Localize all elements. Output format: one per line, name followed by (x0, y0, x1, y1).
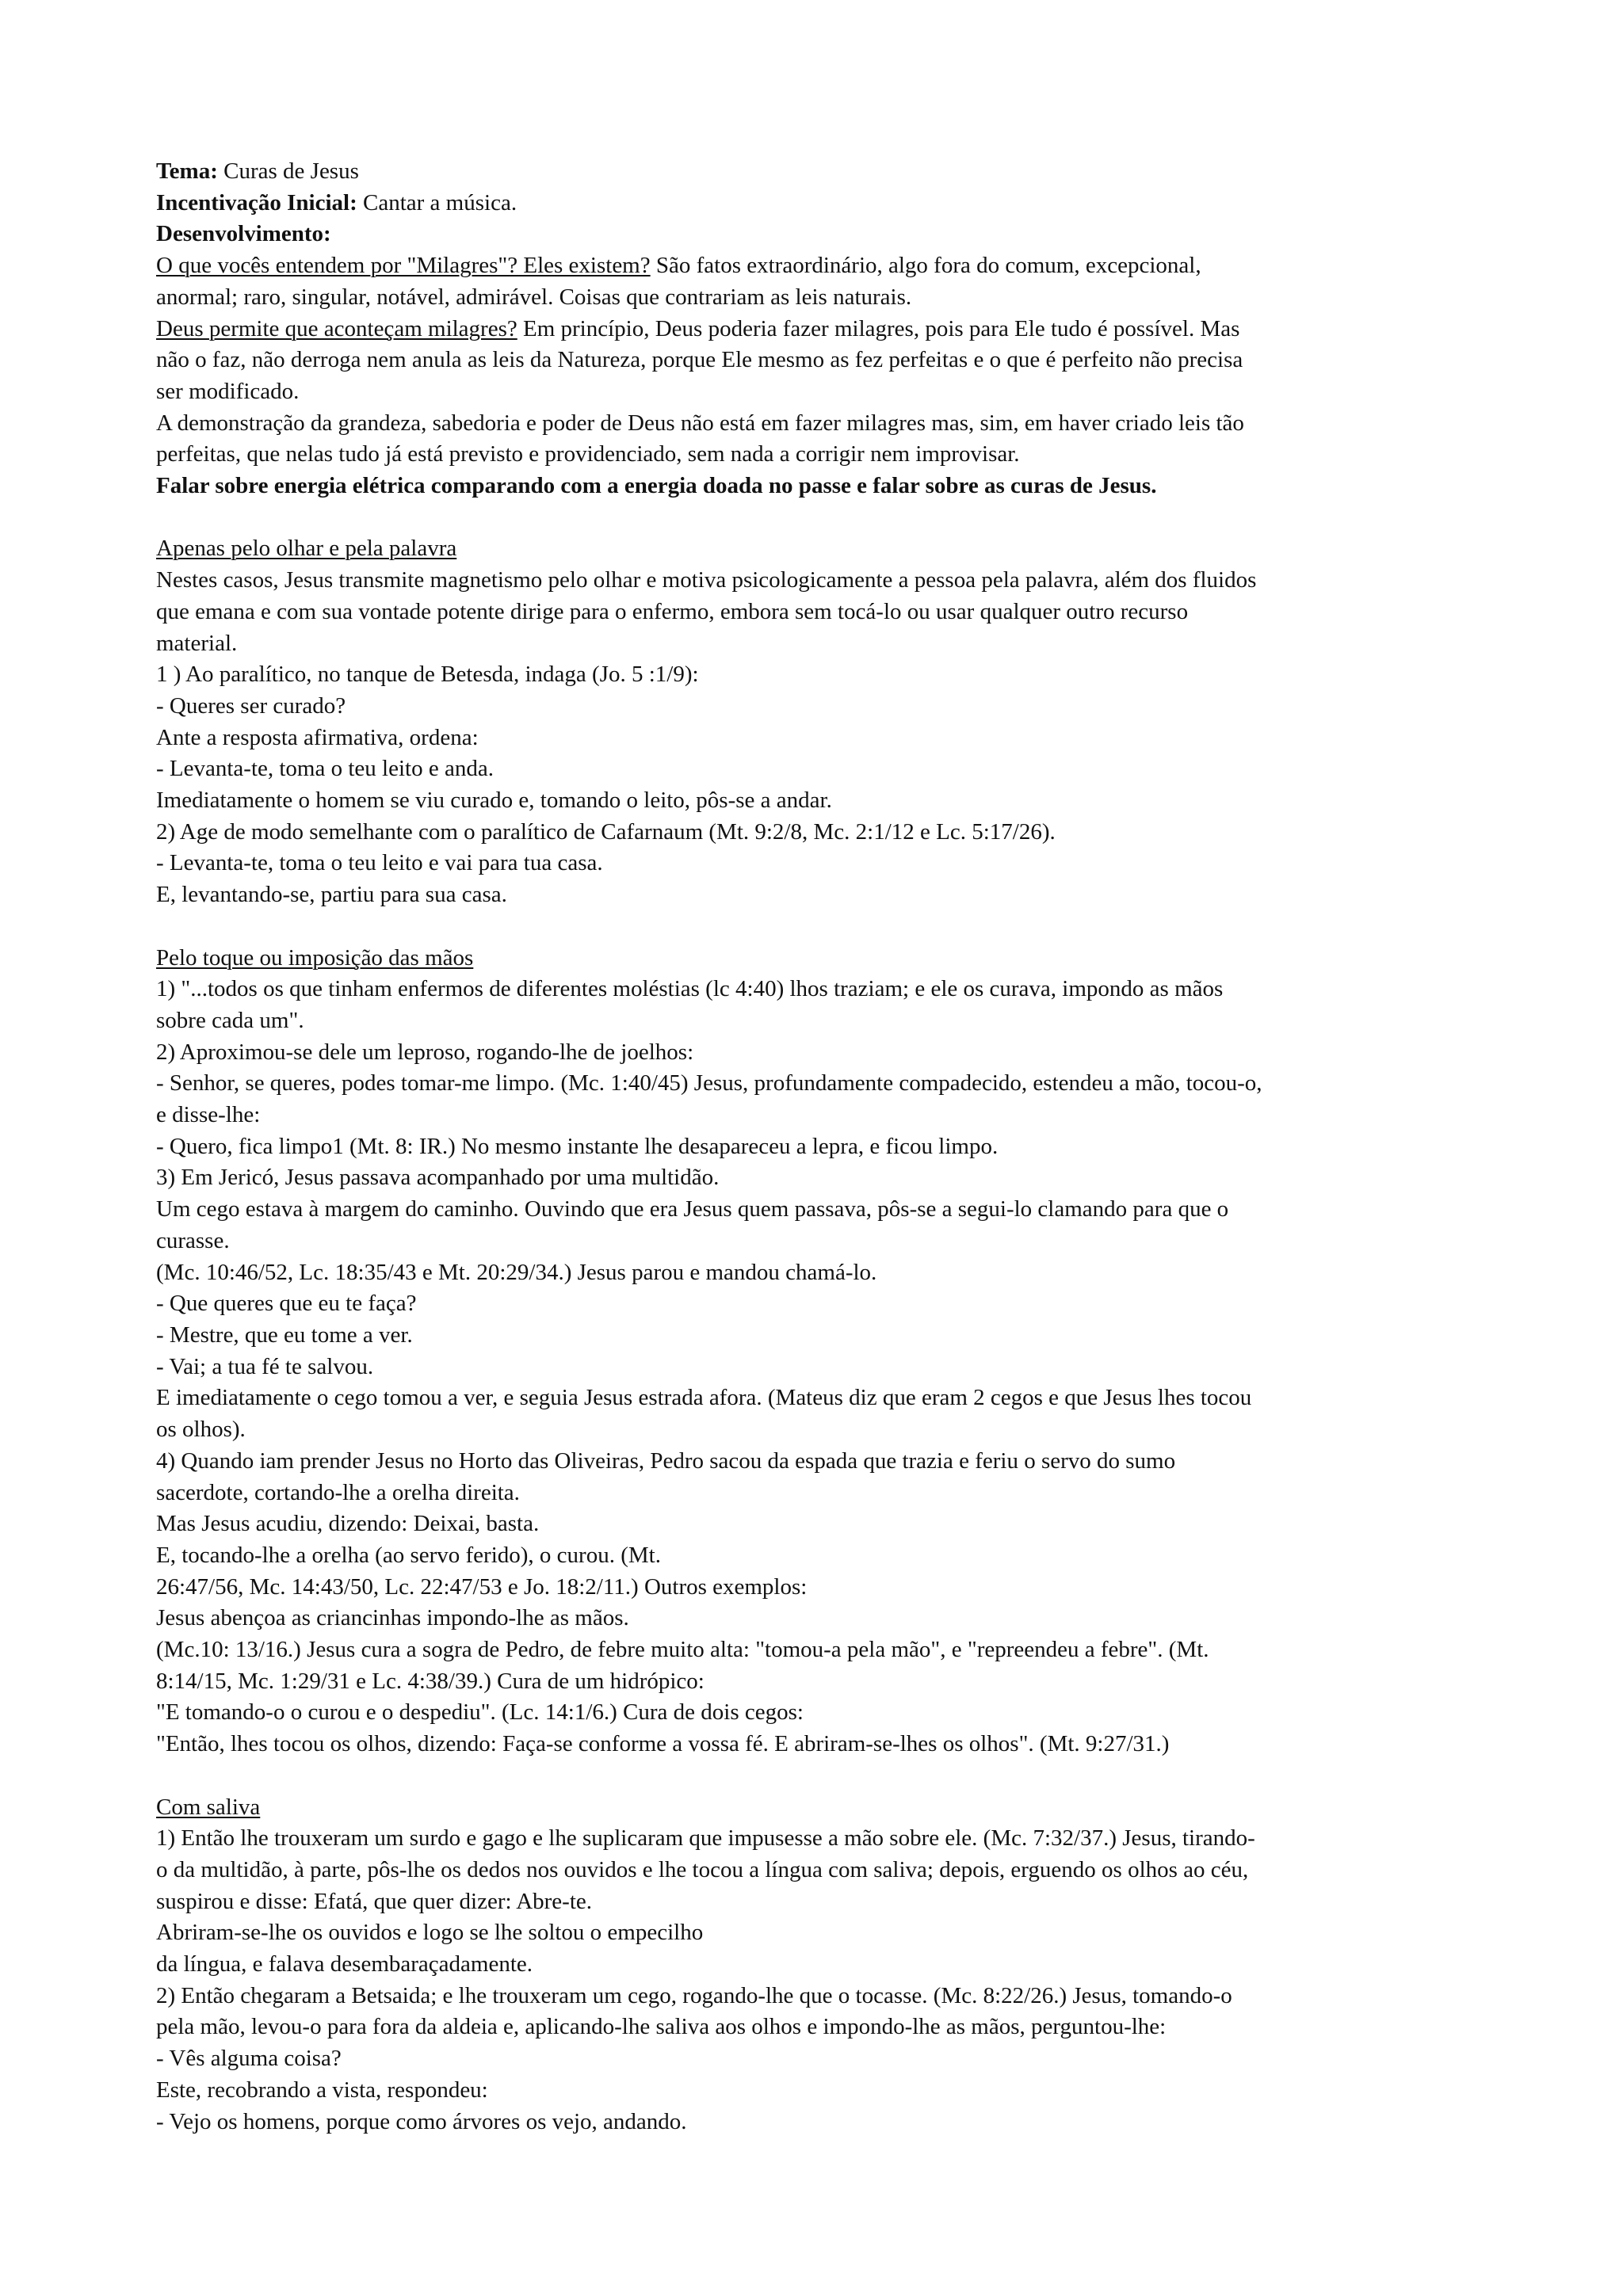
text-line: - Levanta-te, toma o teu leito e anda. (156, 756, 494, 782)
text-line: o da multidão, à parte, pôs-lhe os dedos nos ouvidos e lhe tocou a língua com saliva; depois, erguendo os olhos ao céu, (156, 1856, 1249, 1882)
text-line: material. (156, 630, 238, 656)
text-line: - Vês alguma coisa? (156, 2046, 342, 2072)
spacer (156, 911, 1472, 943)
text-line: Nestes casos, Jesus transmite magnetismo pelo olhar e motiva psicologicamente a pessoa pela palavra, além dos fluidos (156, 567, 1257, 593)
text-line: - Vai; a tua fé te salvou. (156, 1353, 374, 1379)
text-line: 4) Quando iam prender Jesus no Horto das Oliveiras, Pedro sacou da espada que trazia e feriu o servo do sumo (156, 1447, 1176, 1474)
text-line: - Mestre, que eu tome a ver. (156, 1322, 413, 1348)
tema-label: Tema: (156, 158, 218, 184)
deus-permite-line (156, 314, 1472, 345)
spacer (156, 1760, 1472, 1792)
incentivacao-line (156, 188, 1472, 219)
section-body-saliva (156, 1823, 1472, 2138)
text-line: "E tomando-o o curou e o despediu". (Lc. 14:1/6.) Cura de dois cegos: (156, 1699, 804, 1726)
milagres-question-line (156, 250, 1472, 282)
demonstracao-line-1: A demonstração da grandeza, sabedoria e poder de Deus não está em fazer milagres mas, sim, em haver criado leis tão (156, 410, 1244, 436)
text-line: curasse. (156, 1227, 230, 1253)
text-line: da língua, e falava desembaraçadamente. (156, 1951, 533, 1978)
deus-permite-question: Deus permite que aconteçam milagres? (156, 315, 517, 341)
text-line: suspirou e disse: Efatá, que quer dizer: Abre-te. (156, 1888, 593, 1914)
text-line: - Senhor, se queres, podes tomar-me limpo. (Mc. 1:40/45) Jesus, profundamente compadecido, estendeu a mão, tocou-o, (156, 1070, 1262, 1097)
text-line: e disse-lhe: (156, 1102, 261, 1128)
text-line: os olhos). (156, 1417, 246, 1443)
text-line: E imediatamente o cego tomou a ver, e seguia Jesus estrada afora. (Mateus diz que eram 2 cegos e que Jesus lhes tocou (156, 1385, 1252, 1411)
milagres-answer-1: São fatos extraordinário, algo fora do comum, excepcional, (650, 253, 1201, 279)
spacer (156, 502, 1472, 534)
desenvolvimento-line (156, 219, 1472, 250)
text-line: 1 ) Ao paralítico, no tanque de Betesda, indaga (Jo. 5 :1/9): (156, 662, 699, 688)
section-body-toque (156, 974, 1472, 1760)
milagres-answer-2: anormal; raro, singular, notável, admirável. Coisas que contrariam as leis naturais. (156, 284, 912, 310)
text-line: 8:14/15, Mc. 1:29/31 e Lc. 4:38/39.) Cura de um hidrópico: (156, 1668, 705, 1694)
text-line: Mas Jesus acudiu, dizendo: Deixai, basta. (156, 1511, 540, 1537)
tema-line (156, 156, 1472, 188)
text-line: E, levantando-se, partiu para sua casa. (156, 882, 507, 908)
tema-value: Curas de Jesus (217, 158, 359, 184)
text-line: Este, recobrando a vista, respondeu: (156, 2077, 488, 2103)
section-heading-saliva: Com saliva (156, 1794, 261, 1820)
desenvolvimento-label: Desenvolvimento: (156, 221, 331, 247)
text-line: 2) Aproximou-se dele um leproso, rogando-lhe de joelhos: (156, 1039, 694, 1065)
text-line: Ante a resposta afirmativa, ordena: (156, 724, 479, 750)
incentivacao-value: Cantar a música. (357, 189, 517, 215)
text-line: 26:47/56, Mc. 14:43/50, Lc. 22:47/53 e Jo. 18:2/11.) Outros exemplos: (156, 1573, 808, 1600)
deus-permite-answer-2: não o faz, não derroga nem anula as leis da Natureza, porque Ele mesmo as fez perfeitas e o que é perfeito não precisa (156, 347, 1243, 373)
section-body-olhar (156, 565, 1472, 911)
text-line: 2) Então chegaram a Betsaida; e lhe trouxeram um cego, rogando-lhe que o tocasse. (Mc. 8:22/26.) Jesus, tomando-o (156, 1982, 1232, 2008)
text-line: sacerdote, cortando-lhe a orelha direita. (156, 1479, 520, 1505)
incentivacao-label: Incentivação Inicial: (156, 189, 357, 215)
text-line: (Mc.10: 13/16.) Jesus cura a sogra de Pedro, de febre muito alta: "tomou-a pela mão", e "repreendeu a febre". (Mt. (156, 1637, 1209, 1663)
text-line: pela mão, levou-o para fora da aldeia e, aplicando-lhe saliva aos olhos e impondo-lhe as mãos, perguntou-lhe: (156, 2014, 1167, 2040)
deus-permite-answer-1: Em princípio, Deus poderia fazer milagres, pois para Ele tudo é possível. Mas (517, 315, 1240, 341)
text-line: 3) Em Jericó, Jesus passava acompanhado por uma multidão. (156, 1165, 720, 1191)
text-line: (Mc. 10:46/52, Lc. 18:35/43 e Mt. 20:29/34.) Jesus parou e mandou chamá-lo. (156, 1259, 877, 1285)
text-line: que emana e com sua vontade potente dirige para o enfermo, embora sem tocá-lo ou usar qualquer outro recurso (156, 598, 1189, 624)
section-heading-toque: Pelo toque ou imposição das mãos (156, 944, 474, 971)
text-line: 1) Então lhe trouxeram um surdo e gago e lhe suplicaram que impusesse a mão sobre ele. (Mc. 7:32/37.) Jesus, tirando- (156, 1825, 1255, 1852)
text-line: - Levanta-te, toma o teu leito e vai para tua casa. (156, 850, 603, 876)
text-line: Imediatamente o homem se viu curado e, tomando o leito, pôs-se a andar. (156, 788, 832, 814)
text-line: Jesus abençoa as criancinhas impondo-lhe as mãos. (156, 1605, 629, 1631)
text-line: Um cego estava à margem do caminho. Ouvindo que era Jesus quem passava, pôs-se a segui-lo clamando para que o (156, 1196, 1229, 1222)
milagres-question: O que vocês entendem por "Milagres"? Eles existem? (156, 253, 651, 279)
text-line: Abriram-se-lhe os ouvidos e logo se lhe soltou o empecilho (156, 1920, 704, 1946)
section-heading-olhar: Apenas pelo olhar e pela palavra (156, 536, 457, 562)
text-line: E, tocando-lhe a orelha (ao servo ferido), o curou. (Mt. (156, 1542, 661, 1568)
document-page (156, 156, 1472, 2138)
text-line: 2) Age de modo semelhante com o paralítico de Cafarnaum (Mt. 9:2/8, Mc. 2:1/12 e Lc. 5:17/26). (156, 818, 1056, 845)
text-line: - Vejo os homens, porque como árvores os vejo, andando. (156, 2108, 687, 2134)
deus-permite-answer-3: ser modificado. (156, 378, 300, 404)
text-line: sobre cada um". (156, 1007, 304, 1033)
text-line: "Então, lhes tocou os olhos, dizendo: Faça-se conforme a vossa fé. E abriram-se-lhes os olhos". (Mt. 9:27/31.) (156, 1731, 1170, 1757)
text-line: - Queres ser curado? (156, 692, 346, 719)
demonstracao-line-2: perfeitas, que nelas tudo já está previsto e providenciado, sem nada a corrigir nem improvisar. (156, 441, 1020, 467)
text-line: 1) "...todos os que tinham enfermos de diferentes moléstias (lc 4:40) lhos traziam; e ele os curava, impondo as mãos (156, 976, 1224, 1002)
bold-note: Falar sobre energia elétrica comparando com a energia doada no passe e falar sobre as curas de Jesus. (156, 473, 1157, 499)
text-line: - Quero, fica limpo1 (Mt. 8: IR.) No mesmo instante lhe desapareceu a lepra, e ficou limpo. (156, 1133, 999, 1159)
text-line: - Que queres que eu te faça? (156, 1291, 417, 1317)
